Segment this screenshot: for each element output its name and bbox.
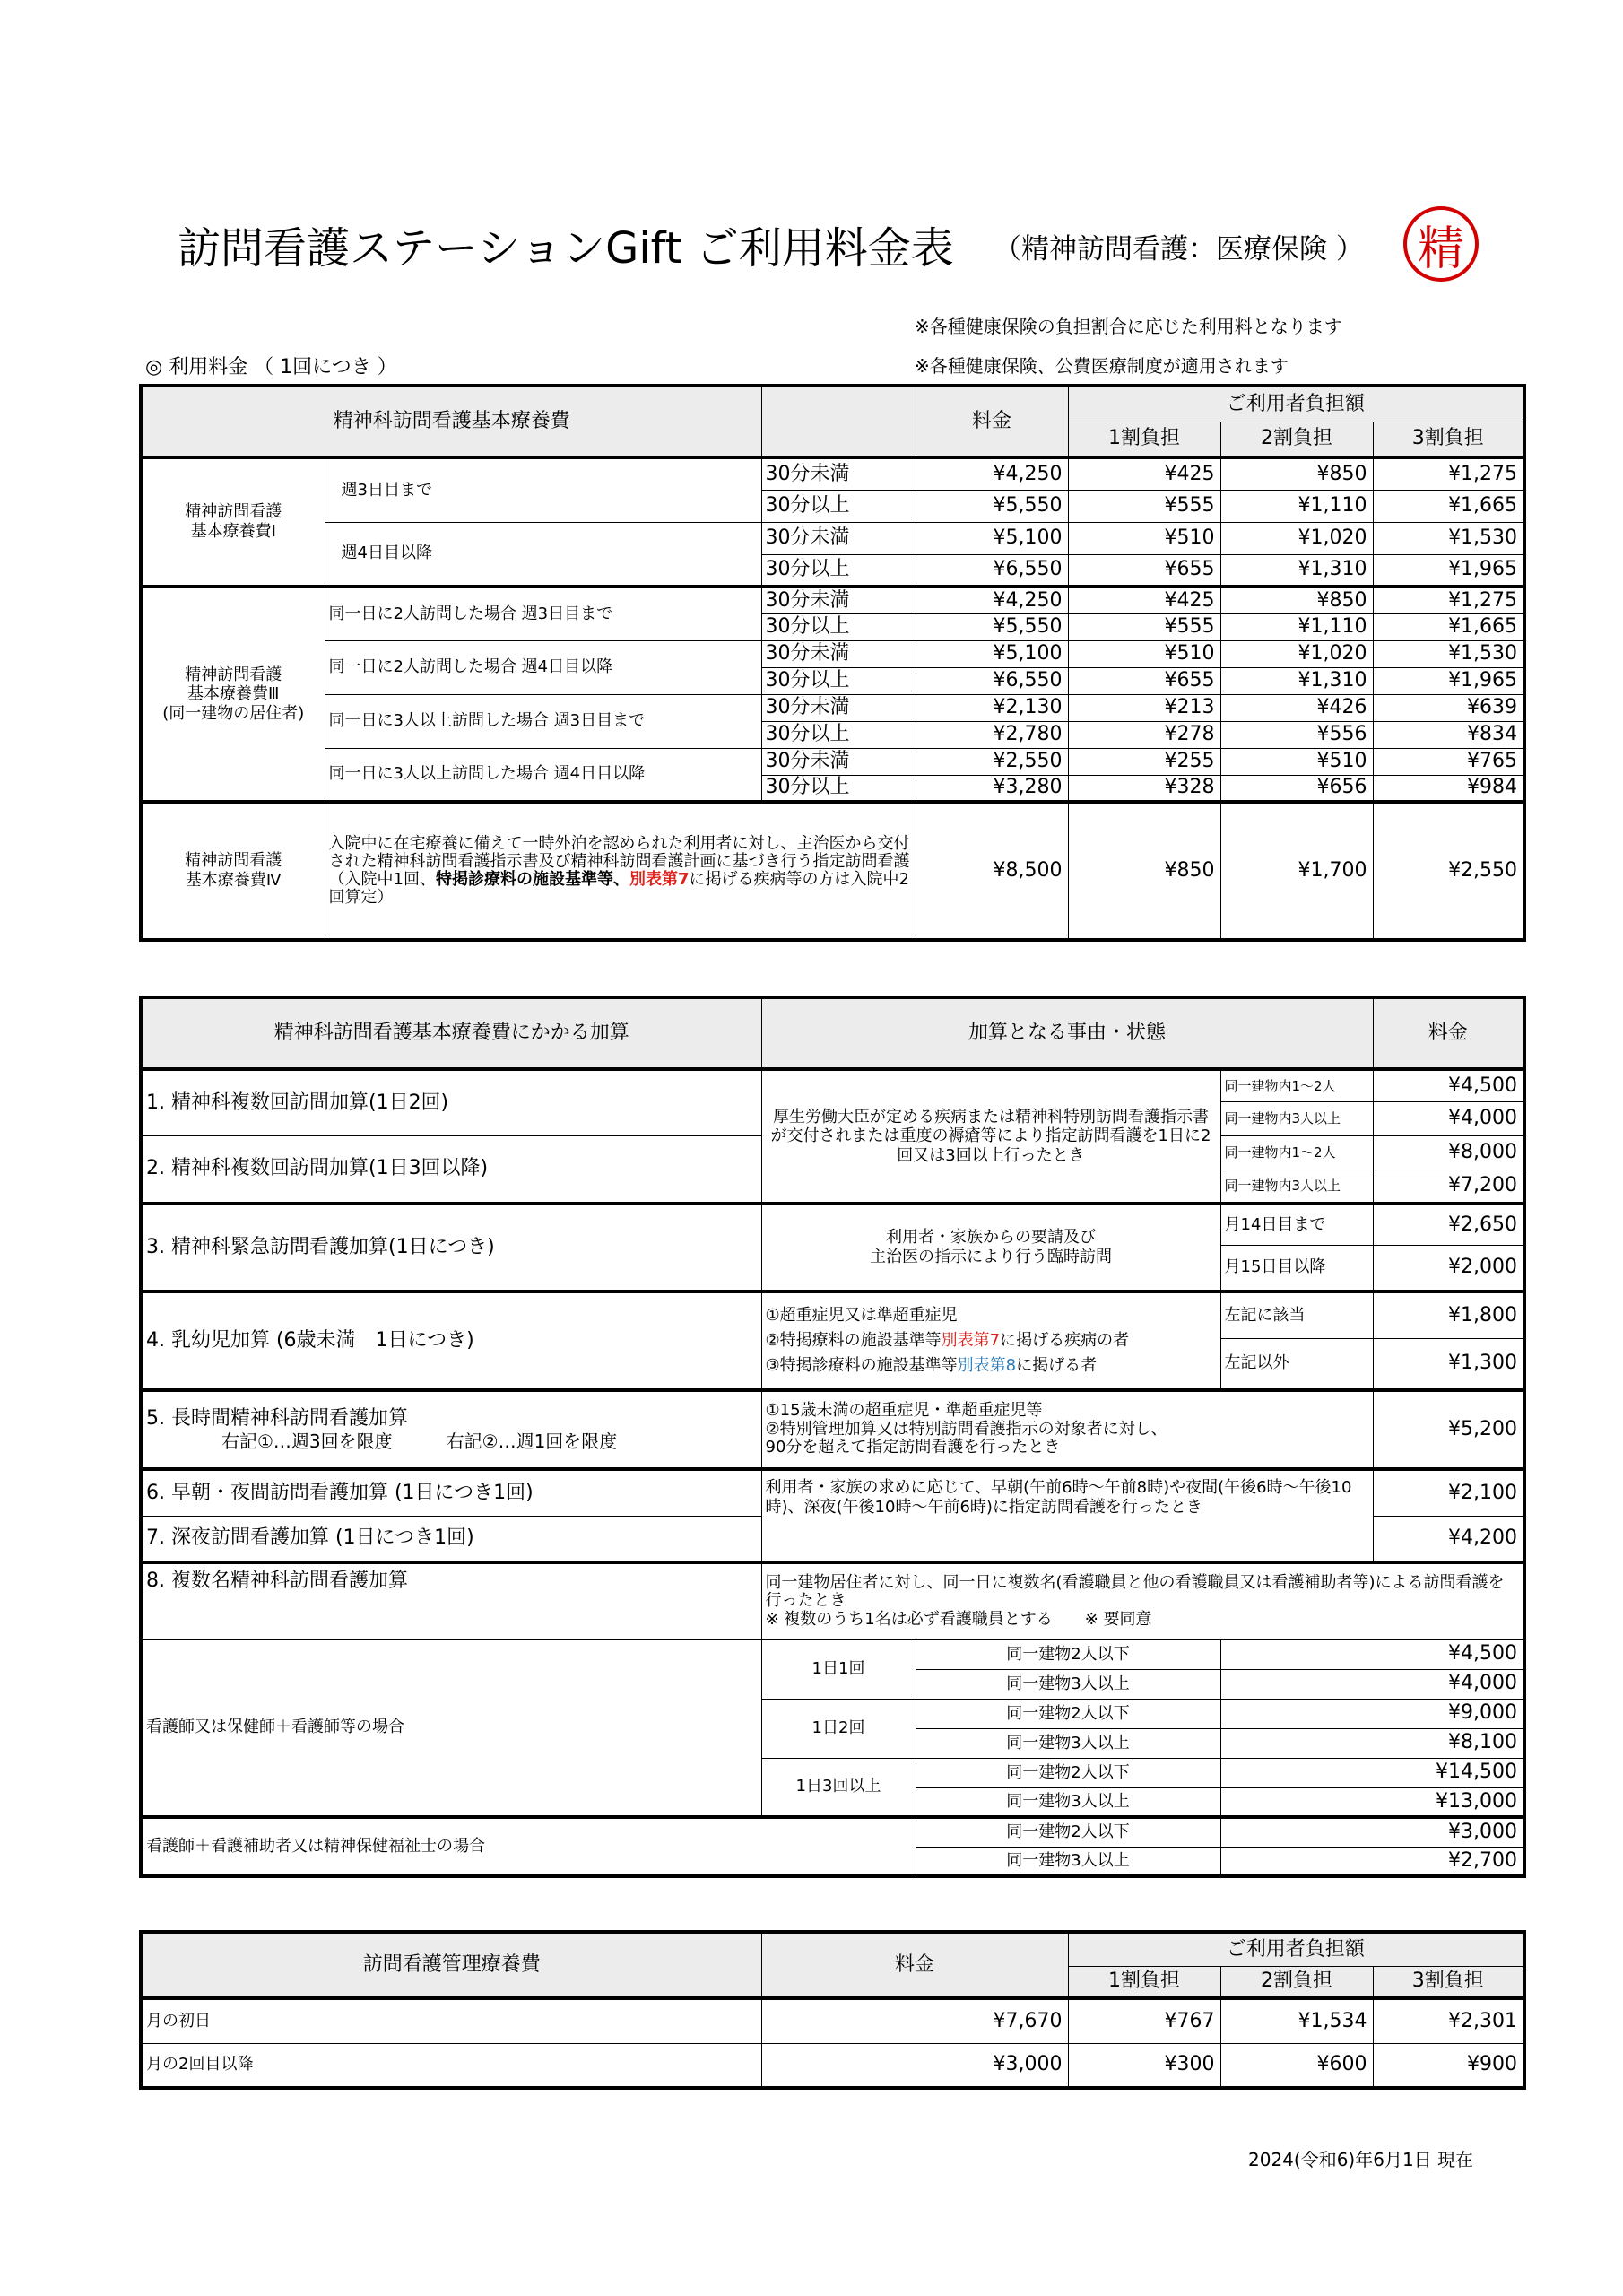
addition-8-sub: 同一建物2人以下: [916, 1699, 1220, 1728]
group-4-desc-e: に掲げる疾病等の方は入院中2回算定）: [328, 870, 909, 908]
table-row: [141, 1998, 1524, 2043]
header-burden: ご利用者負担額: [1068, 386, 1524, 422]
table-row: [141, 694, 1524, 721]
group-4-g4_b3: ¥2,550: [1373, 802, 1524, 940]
group-3-cond: 同一日に3人以上訪問した場合 週4日目以降: [325, 748, 761, 802]
group-4-desc: [325, 802, 916, 940]
addition-8-freq: 1日1回: [761, 1639, 916, 1699]
header-fee: 料金: [916, 386, 1068, 457]
addition-8-group-1: 看護師又は保健師＋看護師等の場合: [141, 1639, 761, 1817]
group-3-b3: ¥1,665: [1373, 613, 1524, 640]
group-1-b1: ¥655: [1068, 554, 1220, 587]
header-addition: 精神科訪問看護基本療養費にかかる加算: [141, 997, 761, 1069]
group-3-b2: ¥1,110: [1220, 613, 1373, 640]
group-3-b1: ¥425: [1068, 587, 1220, 613]
table-row: [141, 802, 1524, 940]
group-3-fee: ¥6,550: [916, 667, 1068, 694]
header-reason: 加算となる事由・状態: [761, 997, 1373, 1069]
table-row: [141, 587, 1524, 613]
group-1-b1: ¥425: [1068, 457, 1220, 490]
management-row-b2: ¥1,534: [1220, 1998, 1373, 2043]
addition-6-name: 6. 早朝・夜間訪問看護加算 (1日につき1回): [141, 1469, 761, 1516]
addition-8-fee: ¥13,000: [1220, 1787, 1524, 1817]
group-3-fee: ¥5,550: [916, 613, 1068, 640]
header-management-30pct: 3割負担: [1373, 1966, 1524, 1998]
group-3-b2: ¥510: [1220, 748, 1373, 775]
header-management: 訪問看護管理療養費: [141, 1932, 761, 1998]
group-4-desc-c: 特掲診療料の施設基準等、: [435, 870, 629, 889]
header-management-fee: 料金: [761, 1932, 1068, 1998]
group-1-b3: ¥1,965: [1373, 554, 1524, 587]
addition-7-name: 7. 深夜訪問看護加算 (1日につき1回): [141, 1516, 761, 1562]
addition-67-reason: 利用者・家族の求めに応じて、早朝(午前6時～午前8時)や夜間(午後6時～午後10時)、深夜(午後10時～午前6時)に指定訪問看護を行ったとき: [761, 1469, 1373, 1562]
group-1-b2: ¥1,110: [1220, 490, 1373, 522]
group-4-desc-b: （入院中1回、: [328, 870, 436, 889]
group-3-label: 精神訪問看護 基本療養費Ⅲ (同一建物の居住者): [141, 587, 325, 802]
table-row: [141, 1639, 1524, 1669]
group-3-b1: ¥213: [1068, 694, 1220, 721]
table-row: [141, 2043, 1524, 2088]
group-3-b3: ¥639: [1373, 694, 1524, 721]
page-subtitle: （精神訪問看護：医療保険 ）: [994, 233, 1364, 265]
footer-date: 2024(令和6)年6月1日 現在: [1248, 2149, 1474, 2170]
addition-4-reason-3: ③特掲診療料の施設基準等別表第8に掲げる者: [765, 1355, 1098, 1375]
addition-1-fee-a: ¥4,500: [1373, 1069, 1524, 1101]
addition-4-reason: [761, 1292, 1220, 1390]
management-row-fee: ¥3,000: [761, 2043, 1068, 2088]
group-1-fee: ¥5,550: [916, 490, 1068, 522]
group-3-b2: ¥1,310: [1220, 667, 1373, 694]
group-3-b1: ¥555: [1068, 613, 1220, 640]
addition-8-sub: 同一建物2人以下: [916, 1758, 1220, 1787]
group-1-b2: ¥1,020: [1220, 522, 1373, 554]
header-addition-fee: 料金: [1373, 997, 1524, 1069]
management-fee-table: [139, 1930, 1526, 2090]
group-3-time: 30分以上: [761, 613, 916, 640]
addition-2-sub-b: 同一建物内3人以上: [1220, 1170, 1373, 1204]
table-row: [141, 1817, 1524, 1847]
group-1-time: 30分未満: [761, 457, 916, 490]
addition-8-group-2: 看護師＋看護補助者又は精神保健福祉士の場合: [141, 1817, 916, 1876]
group-4-g4_fee: ¥8,500: [916, 802, 1068, 940]
addition-6-fee: ¥2,100: [1373, 1469, 1524, 1516]
group-1-cond: 週4日目以降: [325, 522, 761, 587]
group-1-b2: ¥850: [1220, 457, 1373, 490]
header-management-burden: ご利用者負担額: [1068, 1932, 1524, 1966]
group-1-label: 精神訪問看護 基本療養費Ⅰ: [141, 457, 325, 587]
addition-4-sub-b: 左記以外: [1220, 1338, 1373, 1390]
addition-8-fee: ¥8,100: [1220, 1728, 1524, 1758]
addition-8-g2-sub: 同一建物2人以下: [916, 1817, 1220, 1847]
addition-3-name: 3. 精神科緊急訪問看護加算(1日につき): [141, 1204, 761, 1292]
group-3-b3: ¥984: [1373, 775, 1524, 802]
addition-1-fee-b: ¥4,000: [1373, 1101, 1524, 1135]
group-1-cond: 週3日目まで: [325, 457, 761, 522]
management-row-name: 月の2回目以降: [141, 2043, 761, 2088]
addition-1-name: 1. 精神科複数回訪問加算(1日2回): [141, 1069, 761, 1135]
addition-8-fee: ¥14,500: [1220, 1758, 1524, 1787]
table-row: [141, 640, 1524, 667]
addition-4-sub-a: 左記に該当: [1220, 1292, 1373, 1338]
group-3-time: 30分以上: [761, 667, 916, 694]
group-3-b3: ¥1,530: [1373, 640, 1524, 667]
basic-fee-table: [139, 384, 1526, 942]
management-row-b1: ¥767: [1068, 1998, 1220, 2043]
group-3-time: 30分未満: [761, 640, 916, 667]
addition-4-reason-1: ①超重症児又は準超重症児: [765, 1306, 958, 1326]
section-label: ◎ 利用料金 （ 1回につき ）: [145, 356, 397, 378]
group-3-time: 30分以上: [761, 721, 916, 748]
group-1-time: 30分以上: [761, 490, 916, 522]
addition-8-g2-fee: ¥3,000: [1220, 1817, 1524, 1847]
addition-1-sub-a: 同一建物内1～2人: [1220, 1069, 1373, 1101]
group-3-fee: ¥5,100: [916, 640, 1068, 667]
group-4-g4_b2: ¥1,700: [1220, 802, 1373, 940]
management-row-name: 月の初日: [141, 1998, 761, 2043]
table-row: [141, 748, 1524, 775]
group-4-desc-a: 入院中に在宅療養に備えて一時外泊を認められた利用者に対し、主治医から交付された精神科訪問看護指示書及び精神科訪問看護計画に基づき行う指定訪問看護: [328, 833, 910, 871]
addition-2-sub-a: 同一建物内1～2人: [1220, 1135, 1373, 1170]
management-row-b3: ¥900: [1373, 2043, 1524, 2088]
group-3-cond: 同一日に2人訪問した場合 週3日目まで: [325, 587, 761, 640]
group-3-cond: 同一日に3人以上訪問した場合 週3日目まで: [325, 694, 761, 748]
group-3-b3: ¥1,965: [1373, 667, 1524, 694]
group-3-b2: ¥656: [1220, 775, 1373, 802]
addition-2-fee-a: ¥8,000: [1373, 1135, 1524, 1170]
group-3-b2: ¥850: [1220, 587, 1373, 613]
group-1-b3: ¥1,530: [1373, 522, 1524, 554]
group-3-fee: ¥2,130: [916, 694, 1068, 721]
group-3-time: 30分以上: [761, 775, 916, 802]
group-3-b1: ¥655: [1068, 667, 1220, 694]
addition-8-fee: ¥4,500: [1220, 1639, 1524, 1669]
note-insurance: ※各種健康保険、公費医療制度が適用されます: [915, 355, 1289, 377]
addition-8-sub: 同一建物3人以上: [916, 1669, 1220, 1699]
group-1-time: 30分以上: [761, 554, 916, 587]
addition-5-name: 5. 長時間精神科訪問看護加算 右記①…週3回を限度 右記②…週1回を限度: [141, 1390, 761, 1469]
addition-8-sub: 同一建物3人以上: [916, 1728, 1220, 1758]
group-1-fee: ¥4,250: [916, 457, 1068, 490]
note-burden: ※各種健康保険の負担割合に応じた利用料となります: [915, 316, 1342, 337]
group-3-fee: ¥4,250: [916, 587, 1068, 613]
management-row-b1: ¥300: [1068, 2043, 1220, 2088]
group-3-time: 30分未満: [761, 694, 916, 721]
addition-5-fee: ¥5,200: [1373, 1390, 1524, 1469]
group-3-b2: ¥426: [1220, 694, 1373, 721]
addition-5-reason: ①15歳未満の超重症児・準超重症児等 ②特別管理加算又は特別訪問看護指示の対象者に対し、 90分を超えて指定訪問看護を行ったとき: [761, 1390, 1373, 1469]
group-1-b2: ¥1,310: [1220, 554, 1373, 587]
header-basic-fee: 精神科訪問看護基本療養費: [141, 386, 761, 457]
addition-3-fee-b: ¥2,000: [1373, 1245, 1524, 1292]
addition-3-sub-a: 月14日目まで: [1220, 1204, 1373, 1245]
page-title: 訪問看護ステーションGift ご利用料金表: [178, 223, 954, 274]
group-3-b1: ¥278: [1068, 721, 1220, 748]
group-3-fee: ¥2,780: [916, 721, 1068, 748]
group-3-fee: ¥2,550: [916, 748, 1068, 775]
group-1-time: 30分未満: [761, 522, 916, 554]
addition-3-reason: 利用者・家族からの要請及び 主治医の指示により行う臨時訪問: [761, 1204, 1220, 1292]
addition-8-fee: ¥9,000: [1220, 1699, 1524, 1728]
addition-8-reason: 同一建物居住者に対し、同一日に複数名(看護職員と他の看護職員又は看護補助者等)による訪問看護を行ったとき ※ 複数のうち1名は必ず看護職員とする ※ 要同意: [761, 1562, 1524, 1639]
group-4-g4_b1: ¥850: [1068, 802, 1220, 940]
addition-4-fee-b: ¥1,300: [1373, 1338, 1524, 1390]
addition-2-fee-b: ¥7,200: [1373, 1170, 1524, 1204]
header-management-10pct: 1割負担: [1068, 1966, 1220, 1998]
group-1-b1: ¥555: [1068, 490, 1220, 522]
addition-8-g2-fee: ¥2,700: [1220, 1847, 1524, 1876]
seal-icon: 精: [1403, 206, 1479, 282]
additional-fee-table: [139, 996, 1526, 1878]
group-1-fee: ¥6,550: [916, 554, 1068, 587]
group-3-b3: ¥834: [1373, 721, 1524, 748]
group-1-b3: ¥1,665: [1373, 490, 1524, 522]
addition-8-fee: ¥4,000: [1220, 1669, 1524, 1699]
group-1-b3: ¥1,275: [1373, 457, 1524, 490]
group-3-b3: ¥765: [1373, 748, 1524, 775]
table-row: [141, 522, 1524, 554]
addition-2-name: 2. 精神科複数回訪問加算(1日3回以降): [141, 1135, 761, 1204]
addition-8-name: 8. 複数名精神科訪問看護加算: [141, 1562, 761, 1639]
group-3-b1: ¥510: [1068, 640, 1220, 667]
group-1-b1: ¥510: [1068, 522, 1220, 554]
group-3-b3: ¥1,275: [1373, 587, 1524, 613]
management-row-b2: ¥600: [1220, 2043, 1373, 2088]
group-3-time: 30分未満: [761, 587, 916, 613]
group-3-cond: 同一日に2人訪問した場合 週4日目以降: [325, 640, 761, 694]
group-3-b1: ¥255: [1068, 748, 1220, 775]
addition-12-reason: 厚生労働大臣が定める疾病または精神科特別訪問看護指示書が交付されまたは重度の褥瘡等により指定訪問看護を1日に2回又は3回以上行ったとき: [761, 1069, 1220, 1204]
header-30pct: 3割負担: [1373, 422, 1524, 457]
addition-4-name: 4. 乳幼児加算 (6歳未満 1日につき): [141, 1292, 761, 1390]
addition-7-fee: ¥4,200: [1373, 1516, 1524, 1562]
addition-8-freq: 1日2回: [761, 1699, 916, 1758]
table-row: [141, 457, 1524, 490]
group-3-b2: ¥556: [1220, 721, 1373, 748]
header-management-20pct: 2割負担: [1220, 1966, 1373, 1998]
group-4-desc-d: 別表第7: [629, 870, 690, 889]
group-1-fee: ¥5,100: [916, 522, 1068, 554]
addition-8-sub: 同一建物3人以上: [916, 1787, 1220, 1817]
addition-3-fee-a: ¥2,650: [1373, 1204, 1524, 1245]
management-row-fee: ¥7,670: [761, 1998, 1068, 2043]
addition-4-reason-2: ②特掲療料の施設基準等別表第7に掲げる疾病の者: [765, 1331, 1130, 1351]
addition-1-sub-b: 同一建物内3人以上: [1220, 1101, 1373, 1135]
header-10pct: 1割負担: [1068, 422, 1220, 457]
addition-3-sub-b: 月15日目以降: [1220, 1245, 1373, 1292]
group-3-b2: ¥1,020: [1220, 640, 1373, 667]
header-blank: [761, 386, 916, 457]
group-4-label: 精神訪問看護 基本療養費Ⅳ: [141, 802, 325, 940]
management-row-b3: ¥2,301: [1373, 1998, 1524, 2043]
addition-4-fee-a: ¥1,800: [1373, 1292, 1524, 1338]
group-3-b1: ¥328: [1068, 775, 1220, 802]
group-3-time: 30分未満: [761, 748, 916, 775]
addition-8-g2-sub: 同一建物3人以上: [916, 1847, 1220, 1876]
header-20pct: 2割負担: [1220, 422, 1373, 457]
addition-8-freq: 1日3回以上: [761, 1758, 916, 1817]
group-3-fee: ¥3,280: [916, 775, 1068, 802]
addition-8-sub: 同一建物2人以下: [916, 1639, 1220, 1669]
